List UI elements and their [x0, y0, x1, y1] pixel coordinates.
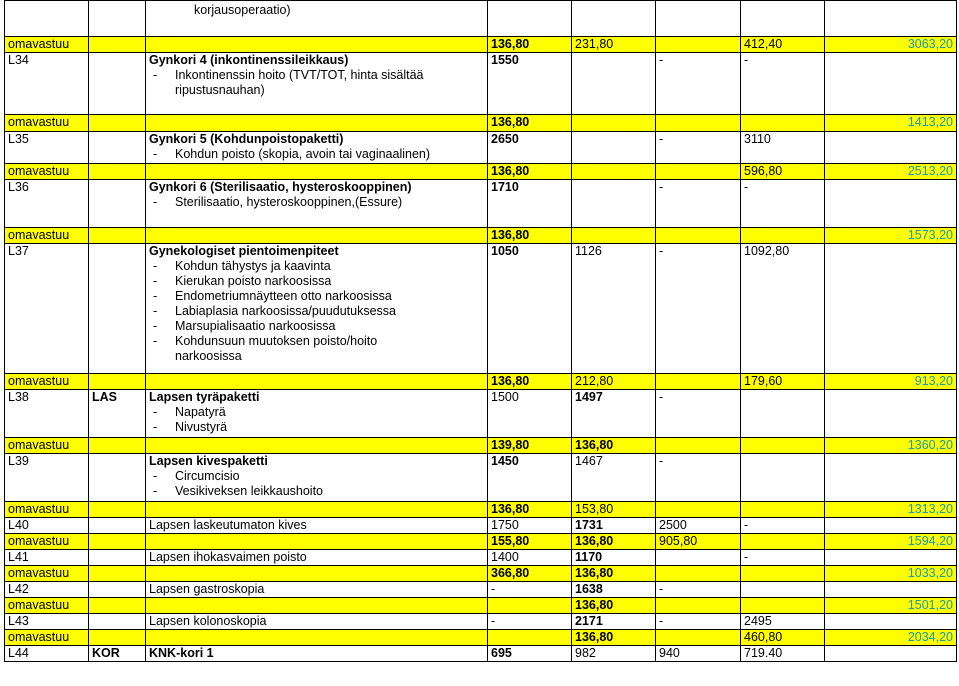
price-6: 1467 [572, 454, 656, 502]
price-8: 460,80 [741, 630, 825, 646]
item-description [146, 646, 488, 662]
group-cell [89, 164, 146, 180]
omavastuu-label: omavastuu [5, 566, 89, 582]
total-cell: 3063,20 [825, 37, 957, 53]
price-5: 1710 [488, 180, 572, 228]
omavastuu-label: omavastuu [5, 374, 89, 390]
price-8 [741, 598, 825, 614]
price-7: 2500 [656, 518, 741, 534]
sub-item: - Sterilisaatio, hysteroskooppinen,(Essure) [149, 195, 484, 210]
group-cell [89, 502, 146, 518]
sub-item: ripustusnauhan) [175, 83, 265, 97]
item-code: L36 [5, 180, 89, 228]
price-8 [741, 454, 825, 502]
item-row [5, 550, 957, 566]
price-7 [656, 502, 741, 518]
group-cell [89, 598, 146, 614]
omavastuu-label: omavastuu [5, 438, 89, 454]
price-5: 1550 [488, 53, 572, 115]
price-8 [741, 582, 825, 598]
total-cell: 1360,20 [825, 438, 957, 454]
price-7 [656, 566, 741, 582]
omavastuu-label: omavastuu [5, 502, 89, 518]
total-cell: 1413,20 [825, 115, 957, 132]
price-8: 1092,80 [741, 244, 825, 374]
price-5 [488, 598, 572, 614]
item-title: Lapsen tyräpaketti [149, 390, 260, 404]
price-6 [572, 164, 656, 180]
sub-item: - Kohdun poisto (skopia, avoin tai vaginaalinen) [149, 147, 484, 162]
price-7 [656, 115, 741, 132]
price-6: 136,80 [572, 598, 656, 614]
price-8 [741, 566, 825, 582]
item-title: Gynkori 6 (Sterilisaatio, hysteroskooppinen) [149, 180, 412, 194]
price-8 [741, 534, 825, 550]
group-code [89, 518, 146, 534]
price-5: 136,80 [488, 228, 572, 244]
price-6: 136,80 [572, 438, 656, 454]
price-8: 2495 [741, 614, 825, 630]
price-6: 2171 [572, 614, 656, 630]
price-6: 1126 [572, 244, 656, 374]
item-row [5, 244, 957, 374]
price-8: 596,80 [741, 164, 825, 180]
omavastuu-row [5, 534, 957, 550]
group-code [89, 582, 146, 598]
total-cell [825, 454, 957, 502]
item-description [146, 244, 488, 374]
price-5: 1050 [488, 244, 572, 374]
total-cell: 1501,20 [825, 598, 957, 614]
item-row [5, 390, 957, 438]
omavastuu-row [5, 228, 957, 244]
omavastuu-label: omavastuu [5, 598, 89, 614]
price-7: - [656, 244, 741, 374]
price-8: - [741, 53, 825, 115]
price-7: - [656, 454, 741, 502]
item-code: L42 [5, 582, 89, 598]
price-8 [741, 438, 825, 454]
price-7: - [656, 614, 741, 630]
item-row [5, 132, 957, 164]
item-code: L43 [5, 614, 89, 630]
price-6 [572, 228, 656, 244]
total-cell [825, 646, 957, 662]
price-8: 179,60 [741, 374, 825, 390]
item-row [5, 53, 957, 115]
sub-item: - Nivustyrä [149, 420, 484, 435]
total-cell [825, 518, 957, 534]
price-6: 153,80 [572, 502, 656, 518]
price-7: - [656, 180, 741, 228]
group-code [89, 132, 146, 164]
price-7: - [656, 53, 741, 115]
price-6: 136,80 [572, 534, 656, 550]
price-7 [656, 374, 741, 390]
price-8: 412,40 [741, 37, 825, 53]
price-5: 2650 [488, 132, 572, 164]
item-title: Lapsen ihokasvaimen poisto [149, 550, 307, 564]
omavastuu-row [5, 164, 957, 180]
title-cell [146, 566, 488, 582]
total-cell [825, 180, 957, 228]
price-6: 1497 [572, 390, 656, 438]
omavastuu-row [5, 115, 957, 132]
price-7: 905,80 [656, 534, 741, 550]
title-cell [146, 228, 488, 244]
title-cell [146, 115, 488, 132]
omavastuu-row [5, 502, 957, 518]
price-6 [572, 53, 656, 115]
group-code [89, 53, 146, 115]
omavastuu-label: omavastuu [5, 228, 89, 244]
item-row [5, 454, 957, 502]
title-cell [146, 598, 488, 614]
item-description [146, 454, 488, 502]
title-cell [146, 502, 488, 518]
group-cell [89, 566, 146, 582]
total-cell: 913,20 [825, 374, 957, 390]
price-7: 940 [656, 646, 741, 662]
omavastuu-label: omavastuu [5, 534, 89, 550]
omavastuu-label: omavastuu [5, 630, 89, 646]
omavastuu-label: omavastuu [5, 37, 89, 53]
price-8 [741, 390, 825, 438]
price-5: 136,80 [488, 115, 572, 132]
item-code: L41 [5, 550, 89, 566]
price-6 [572, 132, 656, 164]
sub-item: - Kohdunsuun muutoksen poisto/hoito [149, 334, 484, 349]
price-8 [741, 115, 825, 132]
continuation-row [5, 1, 957, 37]
total-cell: 1594,20 [825, 534, 957, 550]
sub-item: - Circumcisio [149, 469, 484, 484]
continuation-text: korjausoperaatio) [146, 1, 488, 37]
total-cell: 1313,20 [825, 502, 957, 518]
omavastuu-row [5, 630, 957, 646]
price-6: 1731 [572, 518, 656, 534]
omavastuu-row [5, 37, 957, 53]
item-description [146, 180, 488, 228]
price-5: 155,80 [488, 534, 572, 550]
group-code [89, 454, 146, 502]
title-cell [146, 37, 488, 53]
group-cell [89, 438, 146, 454]
title-cell [146, 374, 488, 390]
title-cell [146, 438, 488, 454]
item-row [5, 518, 957, 534]
item-description [146, 53, 488, 115]
sub-item: - Kierukan poisto narkoosissa [149, 274, 484, 289]
item-row [5, 646, 957, 662]
total-cell [825, 550, 957, 566]
group-code: KOR [89, 646, 146, 662]
price-6: 136,80 [572, 630, 656, 646]
price-6 [572, 115, 656, 132]
price-5: 136,80 [488, 164, 572, 180]
item-description [146, 550, 488, 566]
group-code [89, 550, 146, 566]
item-code: L34 [5, 53, 89, 115]
price-5: - [488, 582, 572, 598]
price-5: 136,80 [488, 374, 572, 390]
price-5: 1400 [488, 550, 572, 566]
item-code: L39 [5, 454, 89, 502]
item-description [146, 518, 488, 534]
price-7 [656, 438, 741, 454]
price-5: 1750 [488, 518, 572, 534]
omavastuu-label: omavastuu [5, 115, 89, 132]
group-cell [89, 37, 146, 53]
price-5: 695 [488, 646, 572, 662]
price-table [4, 0, 957, 662]
total-cell [825, 132, 957, 164]
sub-item: - Marsupialisaatio narkoosissa [149, 319, 484, 334]
item-code: L40 [5, 518, 89, 534]
omavastuu-label: omavastuu [5, 164, 89, 180]
price-5 [488, 630, 572, 646]
price-8: - [741, 518, 825, 534]
price-5: 366,80 [488, 566, 572, 582]
price-5: 1500 [488, 390, 572, 438]
group-cell [89, 374, 146, 390]
price-7 [656, 37, 741, 53]
price-7: - [656, 132, 741, 164]
sub-item: - Inkontinenssin hoito (TVT/TOT, hinta sisältää [149, 68, 484, 83]
group-code [89, 244, 146, 374]
group-cell [89, 228, 146, 244]
price-8 [741, 502, 825, 518]
total-cell: 2034,20 [825, 630, 957, 646]
item-title: Lapsen kolonoskopia [149, 614, 267, 628]
price-6: 1638 [572, 582, 656, 598]
price-6 [572, 180, 656, 228]
item-code: L44 [5, 646, 89, 662]
price-5: 1450 [488, 454, 572, 502]
total-cell [825, 53, 957, 115]
item-title: KNK-kori 1 [149, 646, 214, 660]
item-code: L38 [5, 390, 89, 438]
title-cell [146, 534, 488, 550]
price-8: 3110 [741, 132, 825, 164]
item-title: Gynekologiset pientoimenpiteet [149, 244, 339, 258]
title-cell [146, 630, 488, 646]
item-title: Lapsen laskeutumaton kives [149, 518, 307, 532]
item-title: Lapsen kivespaketti [149, 454, 268, 468]
price-6: 212,80 [572, 374, 656, 390]
title-cell [146, 164, 488, 180]
sub-item: - Labiaplasia narkoosissa/puudutuksessa [149, 304, 484, 319]
group-cell [89, 534, 146, 550]
group-cell [89, 630, 146, 646]
sub-item: - Vesikiveksen leikkaushoito [149, 484, 484, 499]
price-8: 719.40 [741, 646, 825, 662]
total-cell [825, 244, 957, 374]
price-5: 136,80 [488, 37, 572, 53]
total-cell [825, 614, 957, 630]
price-6: 231,80 [572, 37, 656, 53]
price-7: - [656, 390, 741, 438]
price-6: 1170 [572, 550, 656, 566]
item-description [146, 132, 488, 164]
omavastuu-row [5, 438, 957, 454]
group-code [89, 180, 146, 228]
price-7: - [656, 582, 741, 598]
item-description [146, 614, 488, 630]
item-row [5, 614, 957, 630]
omavastuu-row [5, 374, 957, 390]
price-7 [656, 228, 741, 244]
omavastuu-row [5, 566, 957, 582]
omavastuu-row [5, 598, 957, 614]
price-6: 982 [572, 646, 656, 662]
group-cell [89, 115, 146, 132]
group-code: LAS [89, 390, 146, 438]
item-description [146, 390, 488, 438]
total-cell: 1033,20 [825, 566, 957, 582]
price-8: - [741, 550, 825, 566]
total-cell [825, 390, 957, 438]
sub-item: narkoosissa [175, 349, 242, 363]
group-code [89, 614, 146, 630]
sub-item: - Endometriumnäytteen otto narkoosissa [149, 289, 484, 304]
sub-item: - Napatyrä [149, 405, 484, 420]
price-7 [656, 630, 741, 646]
item-row [5, 180, 957, 228]
total-cell: 2513,20 [825, 164, 957, 180]
price-7 [656, 164, 741, 180]
price-8 [741, 228, 825, 244]
item-row [5, 582, 957, 598]
item-code: L35 [5, 132, 89, 164]
price-5: 139,80 [488, 438, 572, 454]
price-5: 136,80 [488, 502, 572, 518]
sub-item: - Kohdun tähystys ja kaavinta [149, 259, 484, 274]
price-6: 136,80 [572, 566, 656, 582]
price-8: - [741, 180, 825, 228]
item-title: Lapsen gastroskopia [149, 582, 265, 596]
price-7 [656, 550, 741, 566]
total-cell: 1573,20 [825, 228, 957, 244]
item-code: L37 [5, 244, 89, 374]
total-cell [825, 582, 957, 598]
price-5: - [488, 614, 572, 630]
item-title: Gynkori 4 (inkontinenssileikkaus) [149, 53, 349, 67]
item-description [146, 582, 488, 598]
price-7 [656, 598, 741, 614]
item-title: Gynkori 5 (Kohdunpoistopaketti) [149, 132, 344, 146]
